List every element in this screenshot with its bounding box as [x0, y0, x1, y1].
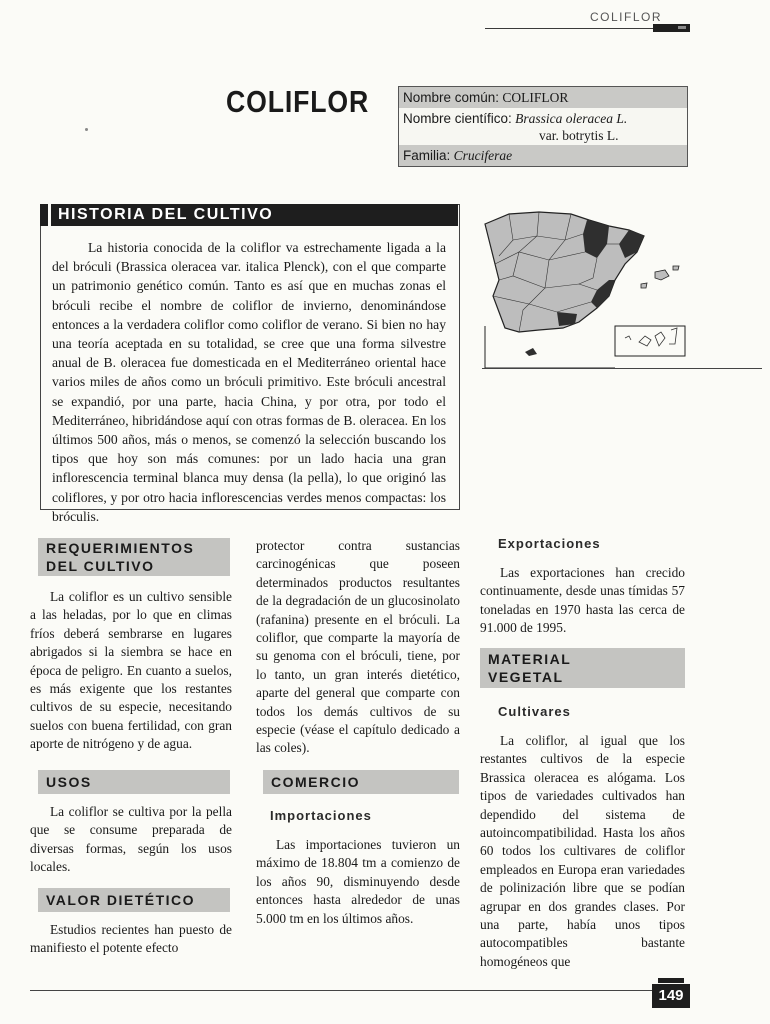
uses-heading: [38, 770, 230, 794]
family-value: Cruciferae: [453, 148, 513, 163]
scientific-name-value: Brassica oleracea L.: [515, 111, 628, 126]
plant-material-heading-line2: VEGETAL: [488, 669, 564, 685]
header-tab-marker: [653, 24, 690, 32]
footer-rule: [30, 990, 652, 991]
scientific-variety-row: [399, 127, 687, 145]
common-name-value: COLIFLOR: [502, 90, 569, 105]
page-title: COLIFLOR: [226, 84, 370, 119]
uses-heading-label: USOS: [46, 774, 92, 790]
speck: [85, 128, 88, 131]
map-island-ibiza: [641, 283, 647, 288]
plant-material-heading-line1: MATERIAL: [488, 651, 572, 667]
dietary-heading-label: VALOR DIETÉTICO: [46, 892, 196, 908]
common-name-label: Nombre común:: [403, 90, 500, 105]
requirements-text: La coliflor es un cultivo sensible a las heladas, por lo que en climas fríos deberá sembrarse en lugares abrigados si la siembra se hace en época de peligro. En cuanto a suelos, es más exigente que los restantes cultivos de su especie, necesitando suelos con buena fertilidad, con gran aporte de nitrógeno y de agua.: [30, 589, 232, 752]
spain-map: [479, 200, 687, 368]
map-ceuta: [525, 348, 537, 356]
requirements-heading-line2: DEL CULTIVO: [46, 558, 155, 574]
scientific-variety: var. botrytis L.: [539, 128, 619, 143]
exports-subheading: Exportaciones: [498, 536, 601, 551]
dietary-text-continued: protector contra sustancias carcinogénicas que poseen determinados productos resultantes de la degradación de un glucosinolato (rafanina) presente en el bróculi. La coliflor, que comparte la mayoría de su genoma con el bróculi, tiene, por lo tanto, un gran interés dietético, aparte del general que comparte con todos los demás cultivos de su especie (véase el capítulo dedicado a las coles).: [256, 538, 460, 756]
trade-heading: [263, 770, 459, 794]
family-label: Familia:: [403, 148, 451, 163]
map-island-menorca: [673, 266, 679, 270]
common-name-row: [399, 87, 687, 108]
map-region-granada: [557, 312, 577, 326]
exports-text: Las exportaciones han crecido continuamente, desde unas tímidas 57 toneladas en 1970 hasta las cerca de 91.000 de 1995.: [480, 565, 685, 636]
scientific-name-row: [399, 109, 687, 128]
uses-text: La coliflor se cultiva por la pella que se consume preparada de diversas formas, según los usos locales.: [30, 804, 232, 875]
map-rule: [482, 368, 762, 369]
trade-heading-label: COMERCIO: [271, 774, 360, 790]
history-heading: HISTORIA DEL CULTIVO: [58, 206, 274, 223]
cultivars-subheading: Cultivares: [498, 704, 571, 719]
family-row: [399, 145, 687, 166]
cultivars-text: La coliflor, al igual que los restantes cultivos de la especie Brassica oleracea es alógama. Los tipos de variedades cultivados han dependido del sistema de autoincompatibilidad. Hasta los años 60 todos los cultivares de coliflor empleados en Europa eran variedades de polinización libre que se podían agrupar en dos grandes clases. Por una parte, había unos tipos autocompatibles bastante homogéneos que: [480, 733, 685, 969]
requirements-heading: [38, 538, 230, 576]
map-island-mallorca: [655, 270, 669, 280]
imports-subheading: Importaciones: [270, 808, 372, 823]
scientific-name-label: Nombre científico:: [403, 111, 512, 126]
species-info-box: [398, 86, 688, 167]
page-number: 149: [652, 984, 690, 1008]
header-rule: [485, 28, 653, 29]
requirements-heading-line1: REQUERIMIENTOS: [46, 540, 195, 556]
dietary-text: Estudios recientes han puesto de manifiesto el potente efecto: [30, 922, 232, 956]
history-heading-bar: [40, 204, 458, 226]
plant-material-heading: [480, 648, 685, 688]
running-title: COLIFLOR: [589, 10, 662, 24]
imports-text: Las importaciones tuvieron un máximo de 18.804 tm a comienzo de los años 90, disminuyendo desde entonces hasta alrededor de unas 5.000 tm en los últimos años.: [256, 837, 460, 926]
history-text: La historia conocida de la coliflor va estrechamente ligada a la del bróculi (Brassica oleracea var. italica Plenck), con el que comparte un patrimonio genético común. Tanto es así que en muchas zonas el bróculi recibe el nombre de coliflor de invierno, denominándose entonces a la verdadera coliflor como coliflor de verano. Si bien no hay una teoría aceptada en su totalidad, se cree que una forma silvestre anual de B. oleracea fue domesticada en el Mediterráneo oriental hace varios miles de años como un bróculi primitivo. Este bróculi ancestral se expandió, por una parte, hacia China, y por otra, por todo el Mediterráneo, hibridándose aquí con otras formas de B. oleracea. En los últimos 500 años, más o menos, se comenzó la selección buscando los tipos que hoy son más comunes: por un lado hacia una gran inflorescencia terminal blanca muy densa (la pella), lo que originó las coliflores, y por otro hacia inflorescencias verdes menos compactas: los bróculis.: [52, 240, 446, 524]
dietary-heading: [38, 888, 230, 912]
